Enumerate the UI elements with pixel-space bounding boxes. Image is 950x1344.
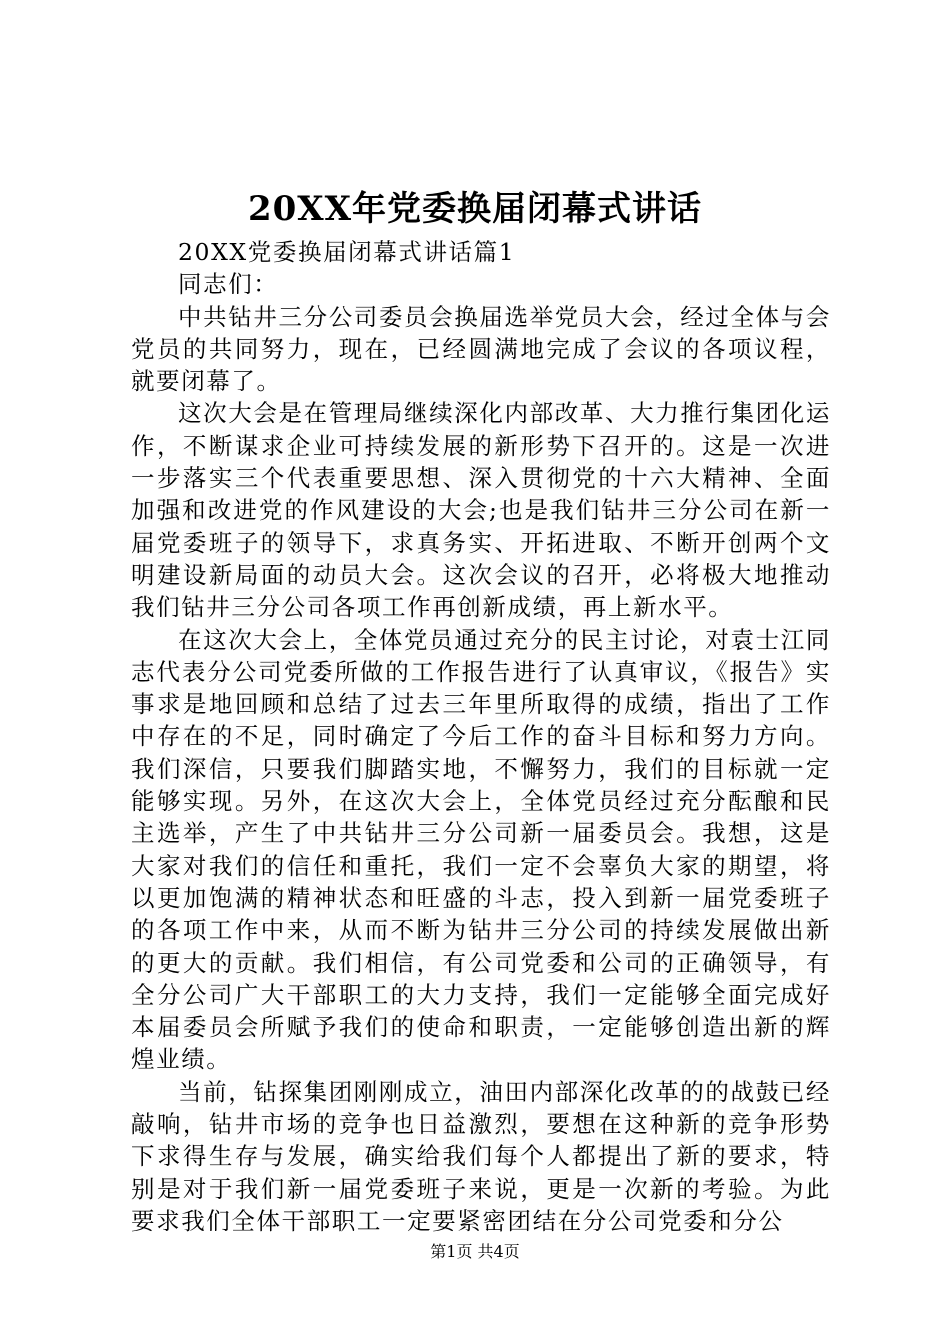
body-paragraph: 当前，钻探集团刚刚成立，油田内部深化改革的的战鼓已经敲响，钻井市场的竞争也日益激烈，要想在这种新的竞争形势下求得生存与发展，确实给我们每个人都提出了新的要求，特别是对于我们新一届党委班子来说，更是一次新的考验。为此要求我们全体干部职工一定要紧密团结在分公司党委和分公: [131, 1077, 831, 1235]
subtitle-paragraph: 20XX党委换届闭幕式讲话篇1: [178, 238, 516, 266]
document-body: [131, 236, 831, 1237]
body-paragraph: 中共钻井三分公司委员会换届选举党员大会，经过全体与会党员的共同努力，现在，已经圆满地完成了会议的各项议程，就要闭幕了。: [131, 302, 831, 396]
body-paragraph: 在这次大会上，全体党员通过充分的民主讨论，对袁士江同志代表分公司党委所做的工作报告进行了认真审议，《报告》实事求是地回顾和总结了过去三年里所取得的成绩，指出了工作中存在的不足，同时确定了今后工作的奋斗目标和努力方向。我们深信，只要我们脚踏实地，不懈努力，我们的目标就一定能够实现。另外，在这次大会上，全体党员经过充分酝酿和民主选举，产生了中共钻井三分公司新一届委员会。我想，这是大家对我们的信任和重托，我们一定不会辜负大家的期望，将以更加饱满的精神状态和旺盛的斗志，投入到新一届党委班子的各项工作中来，从而不断为钻井三分公司的持续发展做出新的更大的贡献。我们相信，有公司党委和公司的正确领导，有全分公司广大干部职工的大力支持，我们一定能够全面完成好本届委员会所赋予我们的使命和职责，一定能够创造出新的辉煌业绩。: [131, 625, 831, 1074]
page-number-footer: 第1页 共4页: [430, 1242, 520, 1261]
document-title: 20XX年党委换届闭幕式讲话: [247, 189, 703, 229]
salutation-paragraph: 同志们：: [178, 270, 279, 299]
body-paragraph: 这次大会是在管理局继续深化内部改革、大力推行集团化运作，不断谋求企业可持续发展的新形势下召开的。这是一次进一步落实三个代表重要思想、深入贯彻党的十六大精神、全面加强和改进党的作风建设的大会;也是我们钻井三分公司在新一届党委班子的领导下，求真务实、开拓进取、不断开创两个文明建设新局面的动员大会。这次会议的召开，必将极大地推动我们钻井三分公司各项工作再创新成绩，再上新水平。: [131, 399, 831, 622]
